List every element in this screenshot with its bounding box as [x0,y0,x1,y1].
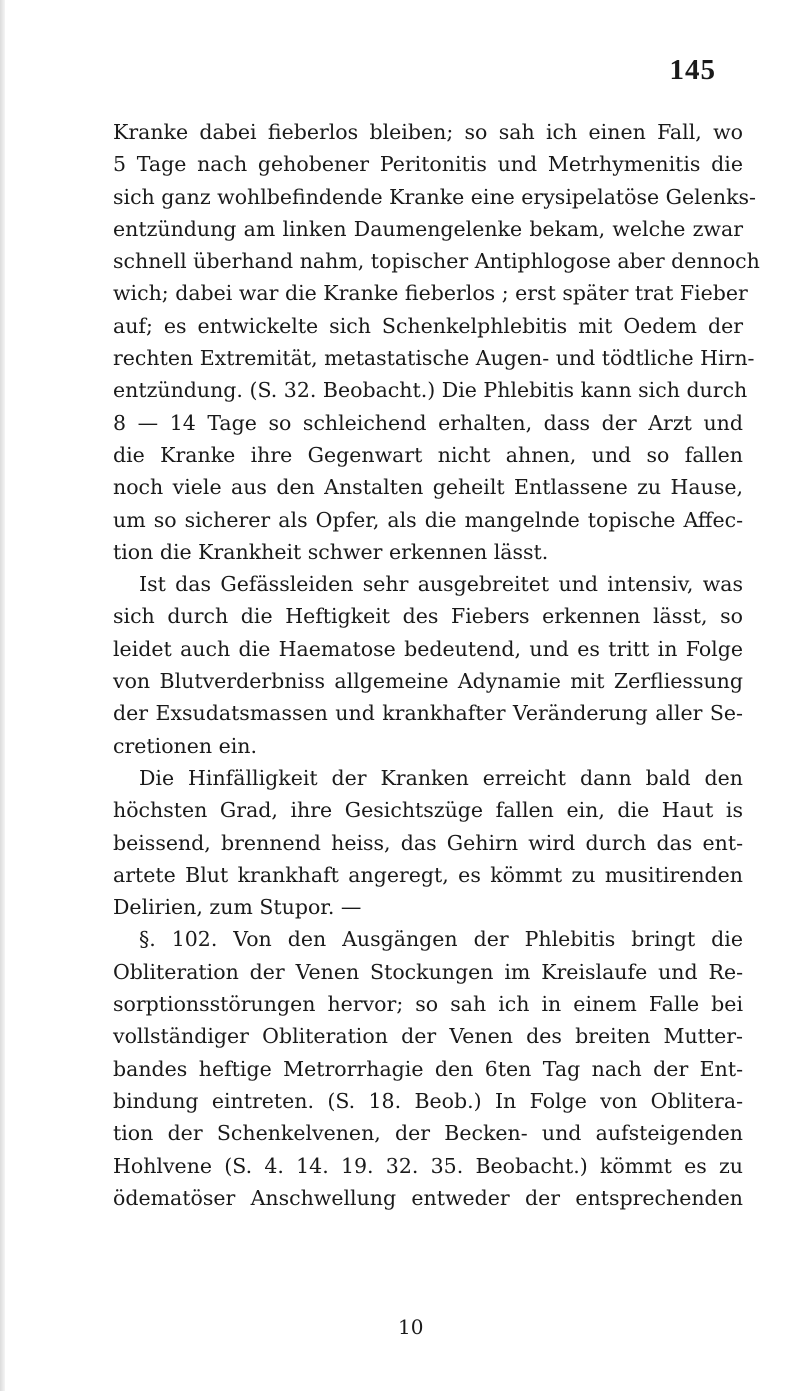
text-line: Hohlvene (S. 4. 14. 19. 32. 35. Beobacht.) kömmt es zu [113,1153,743,1178]
text-line: vollständiger Obliteration der Venen des breiten Mutter- [113,1024,743,1049]
signature-mark: 10 [398,1315,424,1339]
text-line: sich ganz wohlbefindende Kranke eine erysipelatöse Gelenks- [113,184,756,209]
text-line: sich durch die Heftigkeit des Fiebers erkennen lässt, so [113,604,743,629]
page-number: 145 [669,54,716,86]
text-line: 8 — 14 Tage so schleichend erhalten, dass der Arzt und [113,410,743,435]
text-line: bindung eintreten. (S. 18. Beob.) In Folge von Oblitera- [113,1088,743,1113]
text-line: tion die Krankheit schwer erkennen lässt. [113,539,549,564]
text-line: um so sicherer als Opfer, als die mangelnde topische Affec- [113,507,743,532]
text-line: rechten Extremität, metastatische Augen- und tödtliche Hirn- [113,346,755,371]
text-line: leidet auch die Haematose bedeutend, und es tritt in Folge [113,636,743,661]
page-gutter [0,0,5,1391]
text-line: cretionen ein. [113,733,258,758]
text-line: von Blutverderbniss allgemeine Adynamie mit Zerfliessung [113,669,743,694]
text-line: bandes heftige Metrorrhagie den 6ten Tag nach der Ent- [113,1056,743,1081]
text-line: Obliteration der Venen Stockungen im Kreislaufe und Re- [113,959,743,984]
text-line: sorptionsstörungen hervor; so sah ich in einem Falle bei [113,992,743,1017]
text-line: entzündung am linken Daumengelenke bekam, welche zwar [113,216,743,241]
text-line: die Kranke ihre Gegenwart nicht ahnen, und so fallen [113,442,743,467]
text-line: Ist das Gefässleiden sehr ausgebreitet und intensiv, was [139,572,743,597]
body-text [113,116,760,1214]
text-line: Kranke dabei fieberlos bleiben; so sah ich einen Fall, wo [113,120,743,144]
text-line: entzündung. (S. 32. Beobacht.) Die Phlebitis kann sich durch [113,378,748,403]
text-line: Die Hinfälligkeit der Kranken erreicht dann bald den [139,765,743,790]
text-line: tion der Schenkelvenen, der Becken- und aufsteigenden [113,1121,743,1146]
text-line: §. 102. Von den Ausgängen der Phlebitis bringt die [139,927,743,952]
text-line: 5 Tage nach gehobener Peritonitis und Metrhymenitis die [113,152,743,177]
text-line: auf; es entwickelte sich Schenkelphlebitis mit Oedem der [113,313,743,338]
text-line: wich; dabei war die Kranke fieberlos ; erst später trat Fieber [113,281,748,306]
text-line: beissend, brennend heiss, das Gehirn wird durch das ent- [113,830,743,855]
text-line: der Exsudatsmassen und krankhafter Veränderung aller Se- [113,701,743,726]
text-line: höchsten Grad, ihre Gesichtszüge fallen ein, die Haut is [113,798,743,823]
text-line: ödematöser Anschwellung entweder der entsprechenden [113,1185,743,1210]
text-line: noch viele aus den Anstalten geheilt Entlassene zu Hause, [113,475,743,500]
text-line: Delirien, zum Stupor. — [113,895,362,920]
text-line: artete Blut krankhaft angeregt, es kömmt zu musitirenden [113,862,743,887]
text-line: schnell überhand nahm, topischer Antiphlogose aber dennoch [113,249,760,274]
